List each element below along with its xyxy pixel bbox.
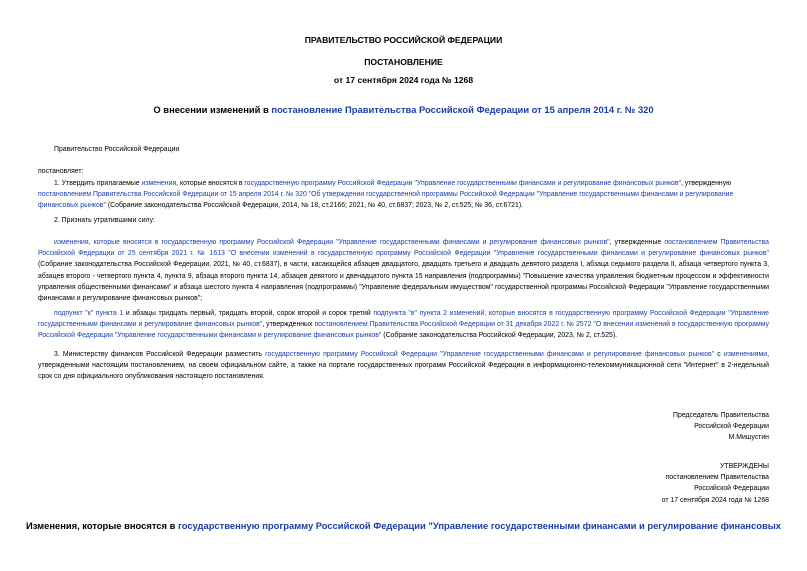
blockb-link-subpoint-v[interactable]: подпункта "в" пункта 2 изменений, которые вносятся в государственную программу Российской Федерации "Управление государственными финансами и регулирование финансовых рынков"	[38, 310, 769, 329]
document-title	[0, 104, 807, 115]
title-prefix: О внесении изменений в	[153, 104, 272, 115]
blockb-text-1: и абзацы тридцать первый, тридцать второй, сорок второй и сорок третий	[123, 310, 374, 317]
document-type: ПОСТАНОВЛЕНИЕ	[364, 57, 443, 67]
item3-text-3: , утвержденными настоящим постановлением, на своем официальном сайте, а также на портале государственных программ Российской Федерации в информационно-телекоммуникационной сети "Интернет" в 2-недельный срок со дня официального опубликования настоящего постановления.	[38, 351, 770, 381]
item3-text-1: 3. Министерству финансов Российской Федерации разместить	[54, 351, 266, 358]
approved-heading: УТВЕРЖДЕНЫ	[720, 463, 769, 470]
approved-line-3: Российской Федерации	[694, 485, 769, 493]
item1-text-1: 1. Утвердить прилагаемые	[54, 180, 142, 187]
blocka-link-resolution[interactable]: постановлением Правительства Российской Федерации от 25 сентября 2021 г. № 1613 "О внесении изменений в государственную программу Российской Федерации "Управление государственными финансами и регулирование финансовых рынков"	[38, 239, 769, 258]
item3-link-program[interactable]: государственную программу Российской Федерации "Управление государственными финансами и регулирование финансовых рынков"	[265, 351, 715, 358]
item-1-paragraph	[38, 178, 769, 212]
government-line: Правительство Российской Федерации	[54, 146, 180, 153]
item1-link-changes[interactable]: изменения	[141, 180, 177, 187]
item3-text-2: с	[714, 351, 724, 358]
approved-line-2: постановлением Правительства	[665, 474, 769, 482]
item1-text-4: (Собрание законодательства Российской Федерации, 2014, № 18, ст.2166; 2021, № 40, ст.6837; 2023, № 2, ст.525; № 36, ст.6721).	[105, 202, 524, 210]
signature-block	[673, 410, 769, 444]
title-link[interactable]: постановление Правительства Российской Федерации от 15 апреля 2014 г. № 320	[271, 104, 654, 115]
blockb-text-2: , утвержденных	[262, 321, 315, 329]
approved-line-4: от 17 сентября 2024 года № 1268	[661, 496, 769, 504]
item-3-paragraph	[38, 349, 769, 383]
item1-link-program[interactable]: государственную программу Российской Федерации "Управление государственными финансами и регулирование финансовых рынков"	[244, 180, 681, 187]
changes-title-link[interactable]: государственную программу Российской Федерации "Управление государственными финансами и регулирование финансовых	[177, 520, 781, 531]
postanovlyaet-line: постановляет:	[38, 168, 84, 175]
blocka-link-changes[interactable]: изменения, которые вносятся в государственную программу Российской Федерации "Управление государственными финансами и регулирование финансовых рынков"	[54, 239, 610, 246]
signature-title: Председатель Правительства	[673, 412, 769, 419]
changes-title	[0, 520, 807, 531]
item-2-paragraph: 2. Признать утратившими силу:	[54, 217, 155, 224]
changes-title-prefix: Изменения, которые вносятся в	[26, 520, 178, 531]
repealed-block-b	[38, 308, 769, 342]
item1-link-resolution[interactable]: постановлением Правительства Российской Федерации от 15 апреля 2014 г. № 320 "Об утверждении государственной программы Российской Федерации "Управление государственными финансами и регулирование финансовых рынков"	[38, 191, 734, 210]
approved-block	[662, 461, 769, 506]
signature-name: М.Мишустин	[728, 434, 769, 442]
blockb-link-resolution[interactable]: постановлением Правительства Российской Федерации от 31 декабря 2022 г. № 2572 "О внесении изменений в государственную программу Российской Федерации "Управление государственными финансами и регулирование финансовых рынков"	[38, 321, 769, 340]
item3-link-changes[interactable]: изменениями	[723, 351, 768, 358]
blocka-text-1: , утвержденные	[609, 239, 665, 246]
item1-text-3: , утвержденную	[680, 180, 732, 187]
government-heading: ПРАВИТЕЛЬСТВО РОССИЙСКОЙ ФЕДЕРАЦИИ	[304, 35, 503, 45]
blocka-text-2: (Собрание законодательства Российской Федерации, 2021, № 40, ст.6837), в части, касающейся абзацев двадцатого, двадцать третьего и двадцать девятого раздела I, абзаца седьмого раздела II, абзаца четвертого пункта 3, абзацев второго - четвертого пункта 4, пункта 9, абзаца второго пункта 14, абзацев девятого и двенадцатого пункта 15 направления (подпрограммы) "Повышение качества управления бюджетным процессом и эффективности управления общественными финансами" и абзаца шестого пункта 4 направления (подпрограммы) "Управление федеральным имуществом" государственной программы Российской Федерации "Управление государственными финансами и регулирование финансовых рынков";	[38, 261, 769, 303]
blockb-link-subpoint[interactable]: подпункт "к" пункта 1	[54, 310, 124, 317]
document-date-number: от 17 сентября 2024 года № 1268	[333, 75, 474, 85]
item1-text-2: , которые вносятся в	[176, 180, 245, 187]
blockb-text-3: (Собрание законодательства Российской Федерации, 2023, № 2, ст.525).	[381, 332, 618, 340]
repealed-block-a	[38, 237, 769, 304]
signature-org: Российской Федерации	[694, 423, 769, 431]
